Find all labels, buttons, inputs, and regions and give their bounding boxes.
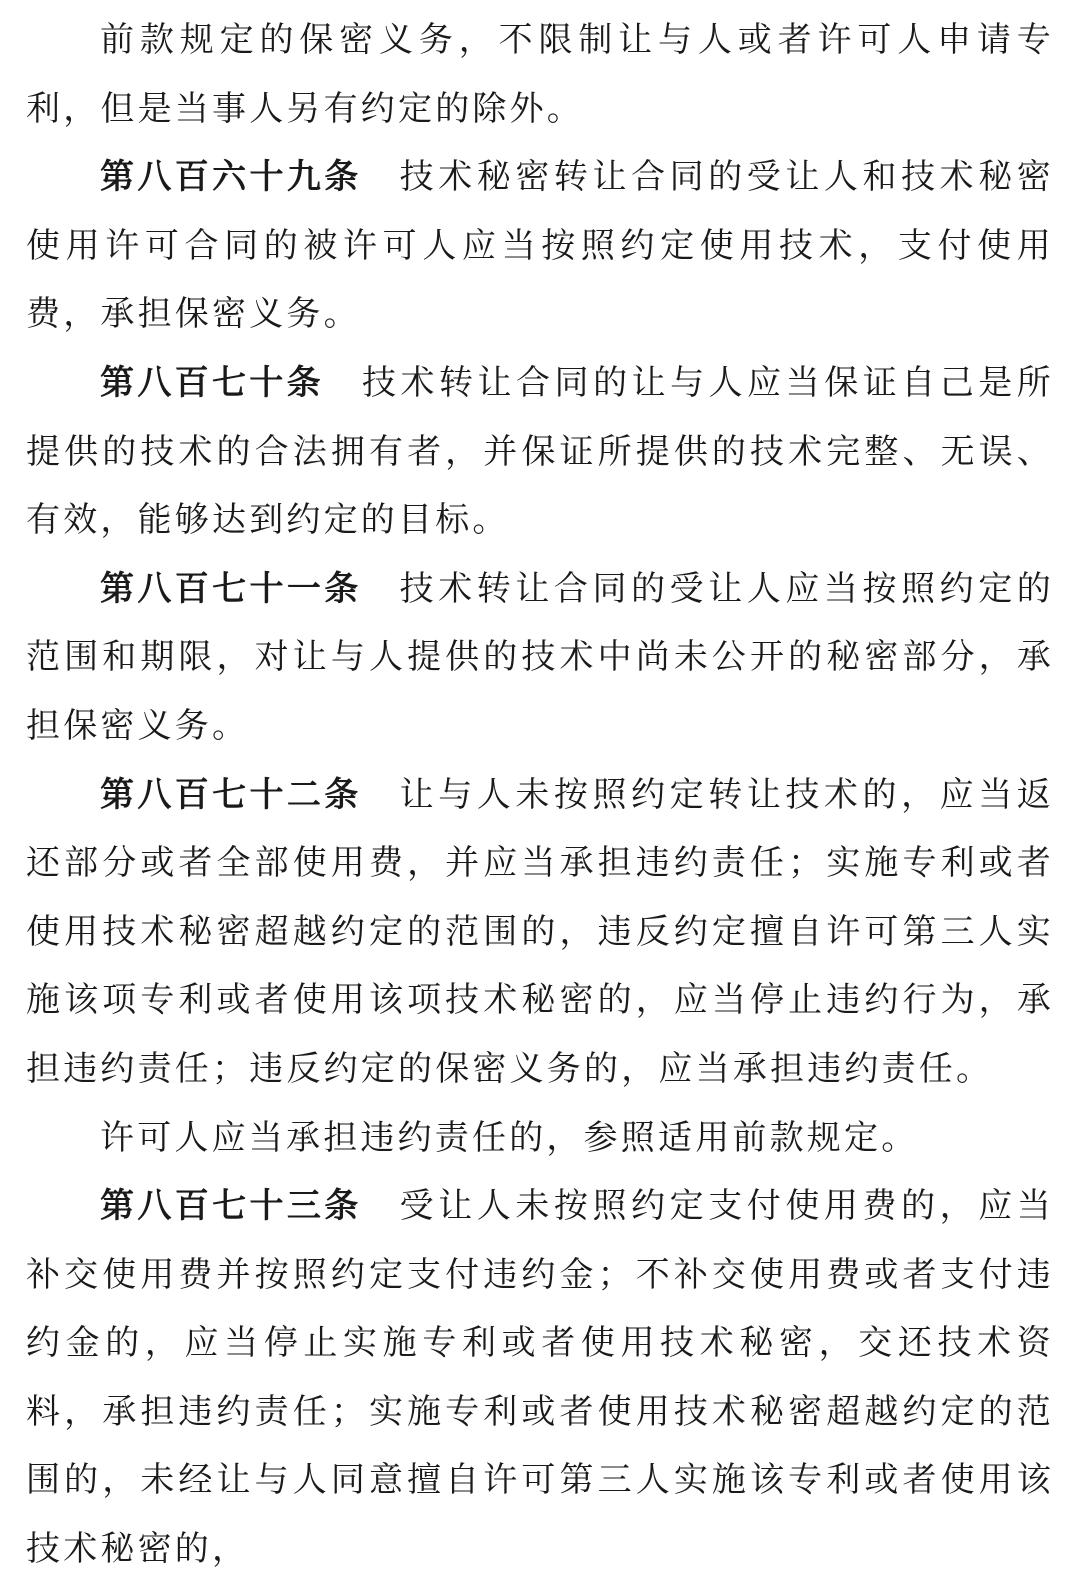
paragraph-text: 许可人应当承担违约责任的，参照适用前款规定。 [100, 1117, 919, 1158]
article-text: 受让人未按照约定支付使用费的，应当补交使用费并按照约定支付违约金；不补交使用费或者支付违约金的，应当停止实施专利或者使用技术秘密，交还技术资料，承担违约责任；实施专利或者使用技术秘密超越约定的范围的，未经让与人同意擅自许可第三人实施该专利或者使用该技术秘密的， [26, 1186, 1055, 1570]
article-872 [26, 761, 1054, 1104]
paragraph-licensor-liability [26, 1104, 1054, 1173]
paragraph-text: 前款规定的保密义务，不限制让与人或者许可人申请专利，但是当事人另有约定的除外。 [26, 20, 1054, 129]
paragraph-continuation [26, 6, 1054, 143]
article-873 [26, 1172, 1054, 1584]
article-871 [26, 555, 1054, 761]
article-number: 第八百七十二条 [100, 774, 362, 815]
article-number: 第八百七十一条 [100, 568, 362, 609]
article-number: 第八百七十条 [100, 362, 324, 403]
article-number: 第八百六十九条 [100, 157, 362, 198]
article-text: 技术转让合同的受让人应当按照约定的范围和期限，对让与人提供的技术中尚未公开的秘密部分，承担保密义务。 [26, 568, 1055, 746]
article-870 [26, 349, 1054, 555]
article-text: 让与人未按照约定转让技术的，应当返还部分或者全部使用费，并应当承担违约责任；实施专利或者使用技术秘密超越约定的范围的，违反约定擅自许可第三人实施该项专利或者使用该项技术秘密的，应当停止违约行为，承担违约责任；违反约定的保密义务的，应当承担违约责任。 [26, 774, 1055, 1089]
article-869 [26, 143, 1054, 349]
article-text: 技术秘密转让合同的受让人和技术秘密使用许可合同的被许可人应当按照约定使用技术，支付使用费，承担保密义务。 [26, 157, 1055, 335]
article-number: 第八百七十三条 [100, 1186, 362, 1227]
article-text: 技术转让合同的让与人应当保证自己是所提供的技术的合法拥有者，并保证所提供的技术完整、无误、有效，能够达到约定的目标。 [26, 362, 1054, 541]
